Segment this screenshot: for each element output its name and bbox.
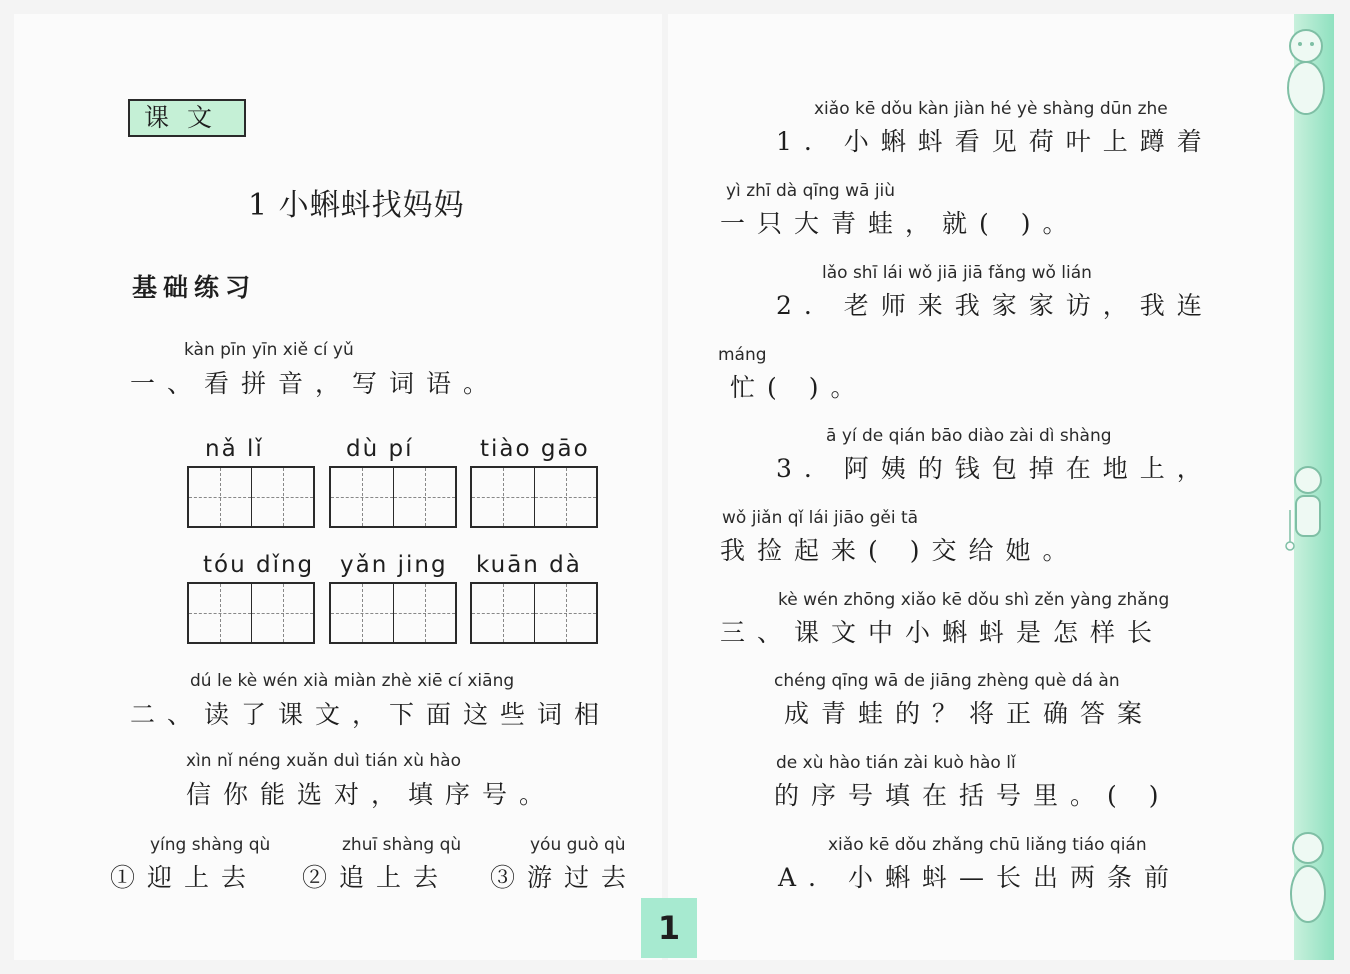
grid-pinyin-5: yǎn jing bbox=[340, 552, 448, 578]
section-heading: 基础练习 bbox=[132, 273, 257, 302]
grid-pinyin-1: nǎ lǐ bbox=[205, 436, 264, 462]
q1-pinyin: kàn pīn yīn xiě cí yǔ bbox=[184, 340, 354, 360]
grid-pinyin-2: dù pí bbox=[346, 436, 414, 462]
writing-grid-1[interactable] bbox=[187, 466, 315, 528]
item2-pinyin: yì zhī dà qīng wā jiù bbox=[726, 181, 896, 201]
cartoon-boy-icon bbox=[1280, 460, 1336, 560]
q1-text: 一、看拼音，写词语。 bbox=[130, 369, 501, 398]
q2-pinyin-2: xìn nǐ néng xuǎn duì tián xù hào bbox=[186, 751, 462, 771]
item5-text: 3. 阿姨的钱包掉在地上， bbox=[776, 454, 1214, 483]
item10-text: A. 小蝌蚪—长出两条前 bbox=[778, 863, 1181, 892]
writing-grid-2[interactable] bbox=[329, 466, 457, 528]
item9-text: 的序号填在括号里。( ) bbox=[774, 781, 1171, 810]
option-pinyin-3: yóu guò qù bbox=[530, 835, 626, 855]
item6-pinyin: wǒ jiǎn qǐ lái jiāo gěi tā bbox=[722, 508, 919, 528]
item10-pinyin: xiǎo kē dǒu zhǎng chū liǎng tiáo qián bbox=[828, 835, 1147, 855]
item8-text: 成青蛙的？将正确答案 bbox=[784, 699, 1155, 728]
item2-text: 一只大青蛙，就( )。 bbox=[720, 209, 1080, 238]
item3-text: 2. 老师来我家家访，我连 bbox=[776, 291, 1214, 320]
q2-pinyin-1: dú le kè wén xià miàn zhè xiē cí xiāng bbox=[190, 671, 515, 691]
item6-text: 我捡起来( )交给她。 bbox=[720, 536, 1080, 565]
item4-text: 忙( )。 bbox=[730, 373, 868, 402]
grid-pinyin-6: kuān dà bbox=[476, 552, 582, 578]
cartoon-dog-icon bbox=[1276, 22, 1336, 122]
writing-grid-6[interactable] bbox=[470, 582, 598, 644]
q2-line-1: 二、读了课文，下面这些词相 bbox=[130, 700, 612, 729]
grid-pinyin-3: tiào gāo bbox=[480, 436, 590, 462]
grid-pinyin-4: tóu dǐng bbox=[203, 552, 315, 578]
item5-pinyin: ā yí de qián bāo diào zài dì shàng bbox=[826, 426, 1112, 446]
option-1: ①迎上去 bbox=[110, 863, 259, 892]
writing-grid-3[interactable] bbox=[470, 466, 598, 528]
item1-pinyin: xiǎo kē dǒu kàn jiàn hé yè shàng dūn zhe bbox=[814, 99, 1168, 119]
option-2: ②追上去 bbox=[302, 863, 451, 892]
writing-grid-4[interactable] bbox=[187, 582, 315, 644]
item3-pinyin: lǎo shī lái wǒ jiā jiā fǎng wǒ lián bbox=[822, 263, 1092, 283]
option-pinyin-2: zhuī shàng qù bbox=[342, 835, 462, 855]
lesson-tag: 课文 bbox=[128, 99, 246, 137]
item4-pinyin: máng bbox=[718, 345, 767, 365]
item1-text: 1. 小蝌蚪看见荷叶上蹲着 bbox=[776, 127, 1214, 156]
item8-pinyin: chéng qīng wā de jiāng zhèng què dá àn bbox=[774, 671, 1120, 691]
q2-line-2: 信你能选对，填序号。 bbox=[186, 780, 557, 809]
option-pinyin-1: yíng shàng qù bbox=[150, 835, 271, 855]
cartoon-animal-icon bbox=[1278, 826, 1336, 930]
writing-grid-5[interactable] bbox=[329, 582, 457, 644]
page-number: 1 bbox=[641, 898, 697, 958]
item9-pinyin: de xù hào tián zài kuò hào lǐ bbox=[776, 753, 1016, 773]
lesson-title: 1 小蝌蚪找妈妈 bbox=[248, 188, 465, 223]
item7-text: 三、课文中小蝌蚪是怎样长 bbox=[720, 618, 1165, 647]
item7-pinyin: kè wén zhōng xiǎo kē dǒu shì zěn yàng zhǎng bbox=[778, 590, 1170, 610]
option-3: ③游过去 bbox=[490, 863, 639, 892]
